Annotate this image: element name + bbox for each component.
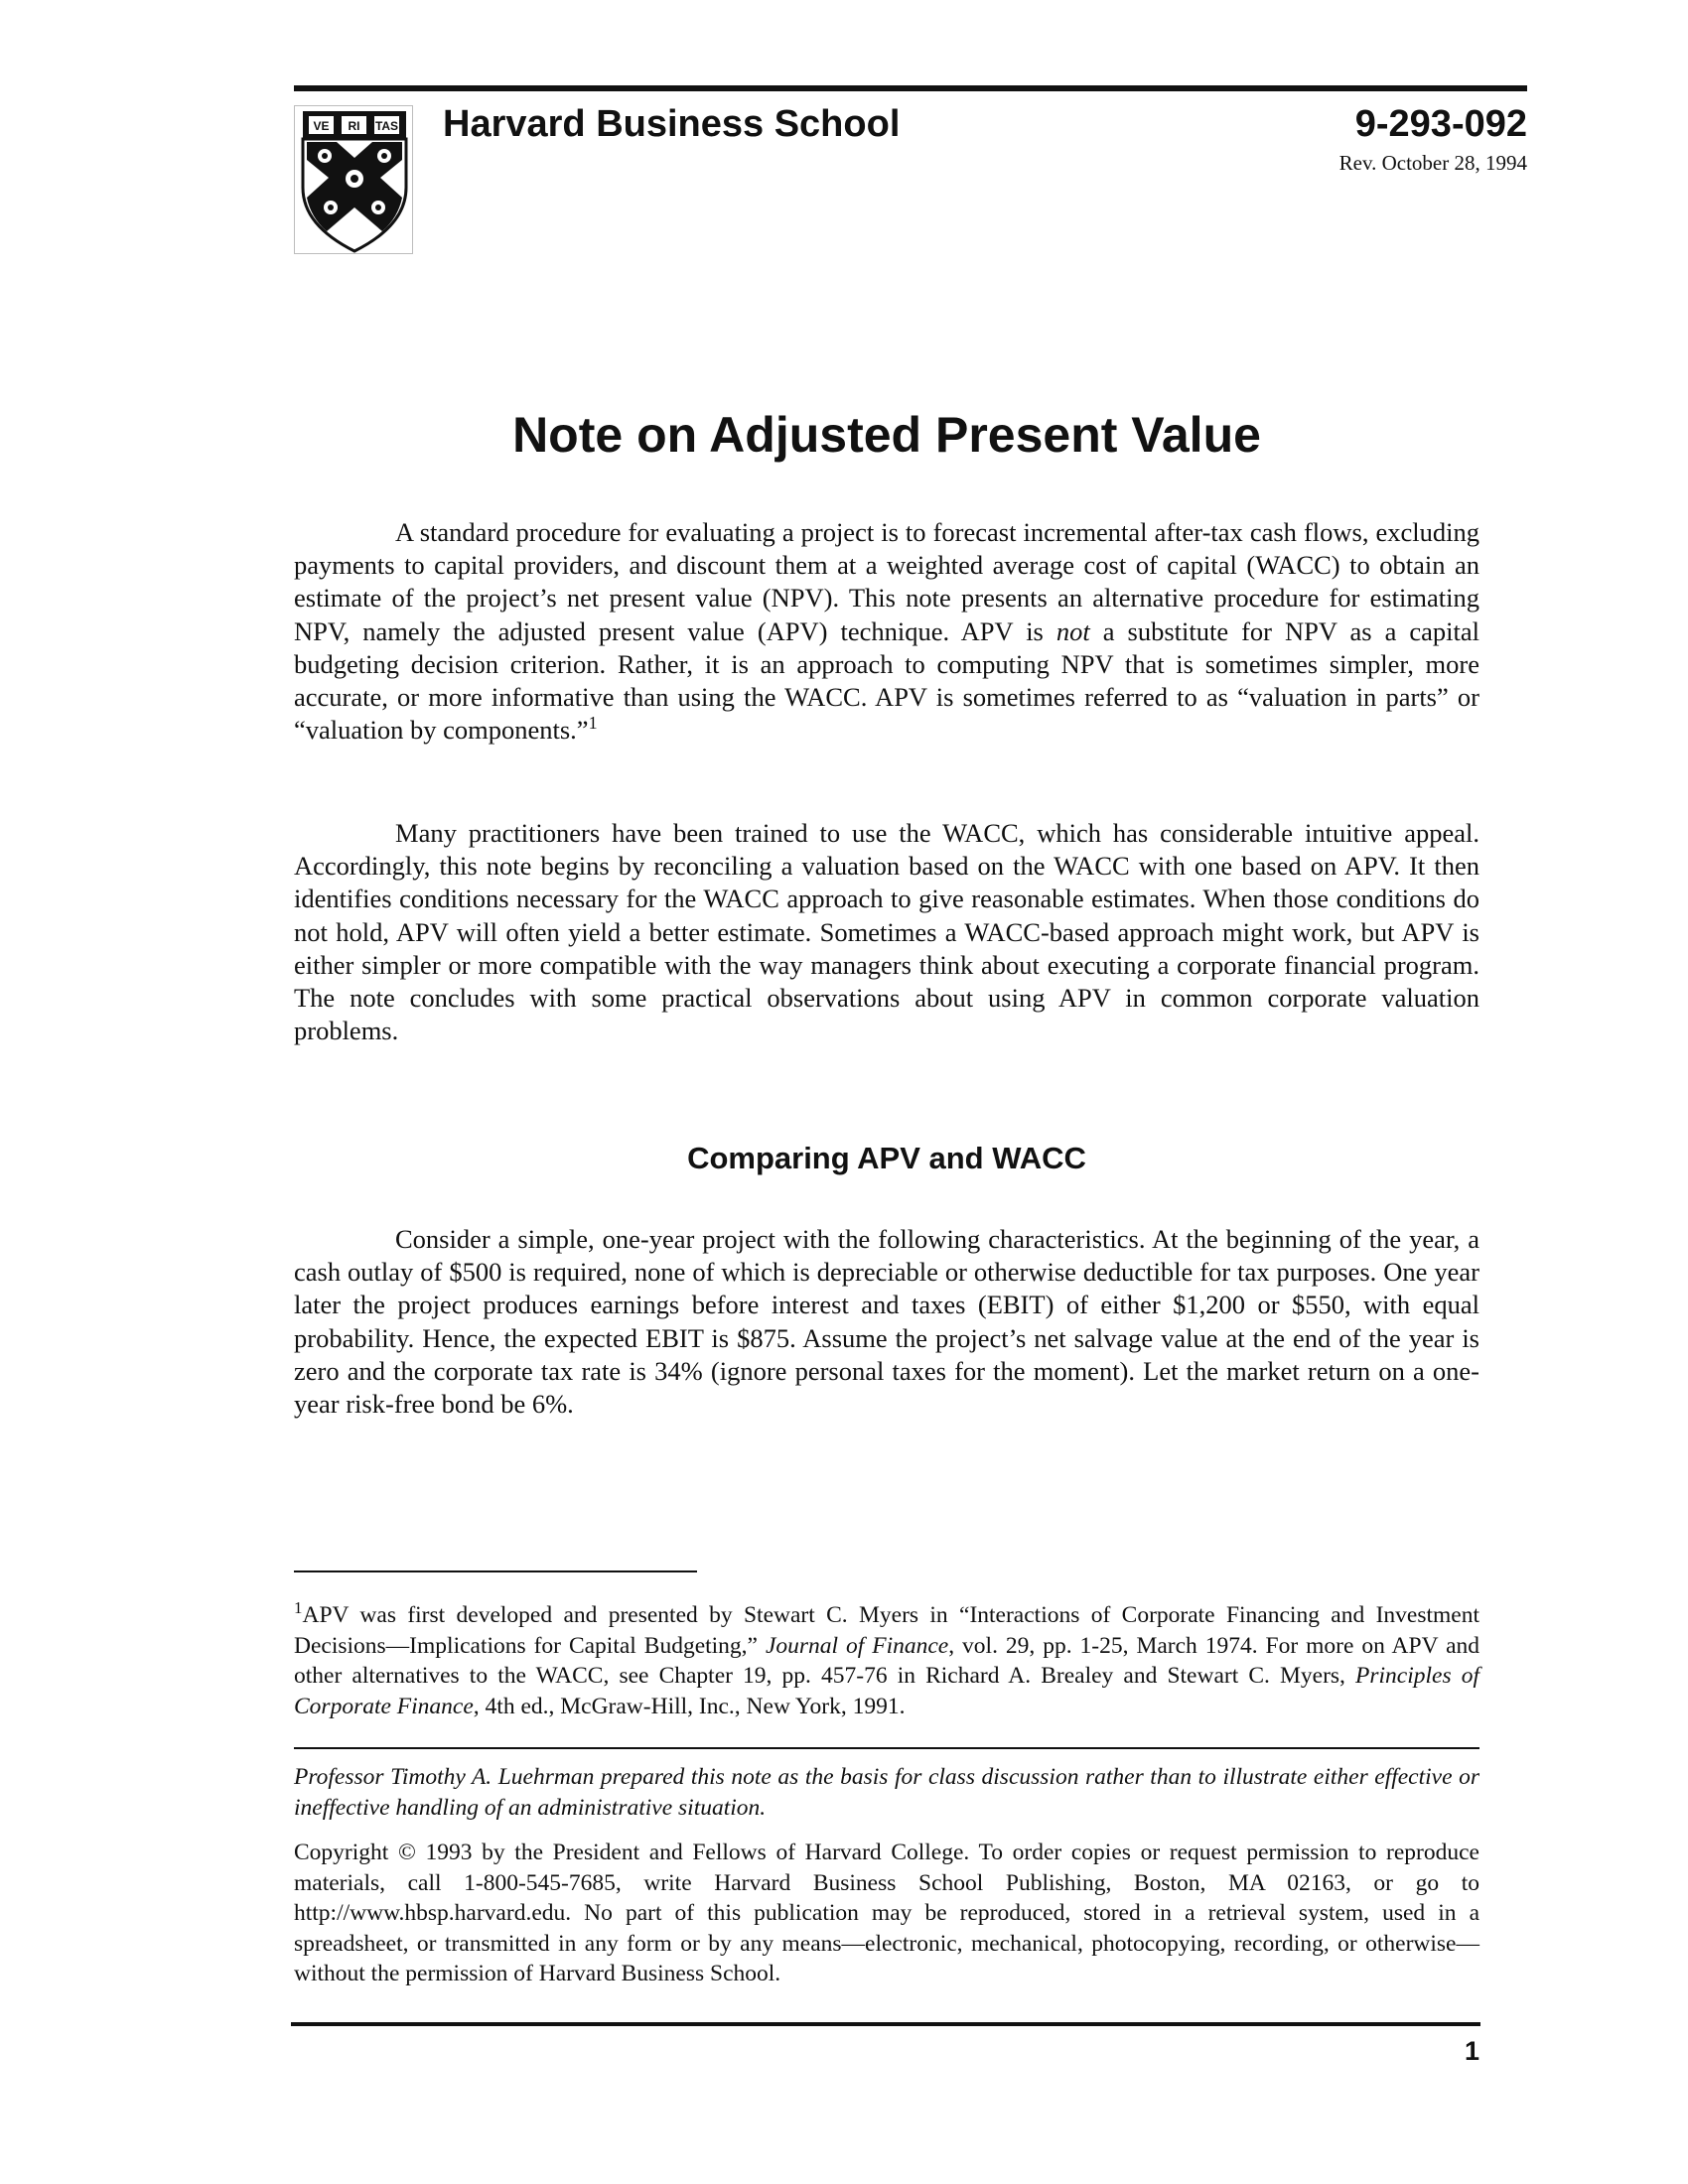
header-rule <box>294 85 1527 91</box>
intro-paragraph-1 <box>294 516 1479 747</box>
revision-date: Rev. October 28, 1994 <box>1338 151 1527 175</box>
intro-emphasis: not <box>1055 615 1090 646</box>
footnote-text-2: , vol. 29, pp. 1-25, March 1974. For more on APV and other alternatives to the WACC, see Chapter 19, pp. 457-76 in Richard A. Brealey and Stewart C. Myers, <box>294 1632 1479 1689</box>
intro-paragraph-2: Many practitioners have been trained to use the WACC, which has considerable intuitive appeal. Accordingly, this note begins by reconciling a valuation based on the WACC with one based on APV. It then identifies conditions necessary for the WACC approach to give reasonable estimates. When those conditions do not hold, APV will often yield a better estimate. Sometimes a WACC-based approach might work, but APV is either simpler or more compatible with the way managers think about executing a corporate financial program. The note concludes with some practical observations about using APV in common corporate valuation problems. <box>294 818 1479 1046</box>
footnote-marker: 1 <box>294 1598 303 1618</box>
document-number: 9-293-092 <box>1354 103 1527 145</box>
section-paragraph-1: Consider a simple, one-year project with the following characteristics. At the beginning of the year, a cash outlay of $500 is required, none of which is depreciable or otherwise deductible for tax purposes. One year later the project produces earnings before interest and taxes (EBIT) of either $1,200 or $550, with equal probability. Hence, the expected EBIT is $875. Assume the project’s net salvage value at the end of the year is zero and the corporate tax rate is 34% (ignore personal taxes for the moment). Let the market return on a one-year risk-free bond be 6%. <box>294 1224 1479 1420</box>
notice-divider <box>294 1747 1479 1749</box>
logo-motto-3: TAS <box>374 119 399 133</box>
hbs-shield-logo <box>294 105 413 254</box>
copyright-notice: Copyright © 1993 by the President and Fellows of Harvard College. To order copies or request permission to reproduce materials, call 1-800-545-7685, write Harvard Business School Publishing, Boston, MA 02163, or go to http://www.hbsp.harvard.edu. No part of this publication may be reproduced, stored in a retrieval system, used in a spreadsheet, or transmitted in any form or by any means—electronic, mechanical, photocopying, recording, or otherwise—without the permission of Harvard Business School. <box>294 1840 1479 1986</box>
footnote-1 <box>294 1600 1479 1721</box>
footnote-journal: Journal of Finance <box>765 1632 949 1659</box>
section-heading: Comparing APV and WACC <box>687 1141 1086 1175</box>
footnote-text-3: , 4th ed., McGraw-Hill, Inc., New York, 1991. <box>473 1693 906 1719</box>
footnote-book: Principles of Corporate Finance <box>294 1663 1480 1719</box>
footer-rule <box>291 2022 1480 2026</box>
page-number: 1 <box>1464 2036 1479 2066</box>
footnote-divider <box>294 1570 697 1572</box>
logo-motto-1: VE <box>313 119 330 133</box>
document-title: Note on Adjusted Present Value <box>512 407 1261 463</box>
logo-motto-2: RI <box>348 119 360 133</box>
footnote-reference: 1 <box>588 713 598 734</box>
school-name: Harvard Business School <box>443 103 901 145</box>
intro-text-a: A standard procedure for evaluating a project is to forecast incremental after-tax cash flows, excluding payments to capital providers, and discount them at a weighted average cost of capital (WACC) to obtain an estimate of the project’s net present value (NPV). This note presents an alternative procedure for estimating NPV, namely the adjusted present value (APV) technique. APV is <box>294 517 1479 646</box>
shield-emblem-icon <box>295 106 414 255</box>
prepared-by-note: Professor Timothy A. Luehrman prepared this note as the basis for class discussion rather than to illustrate either effective or ineffective handling of an administrative situation. <box>294 1764 1479 1821</box>
footnote-text-1: APV was first developed and presented by Stewart C. Myers in “Interactions of Corporate Financing and Investment Decisions—Implications for Capital Budgeting,” <box>294 1602 1479 1659</box>
intro-text-b: a substitute for NPV as a capital budgeting decision criterion. Rather, it is an approach to computing NPV that is sometimes simpler, more accurate, or more informative than using the WACC. APV is sometimes referred to as “valuation in parts” or “valuation by components.” <box>294 615 1479 746</box>
